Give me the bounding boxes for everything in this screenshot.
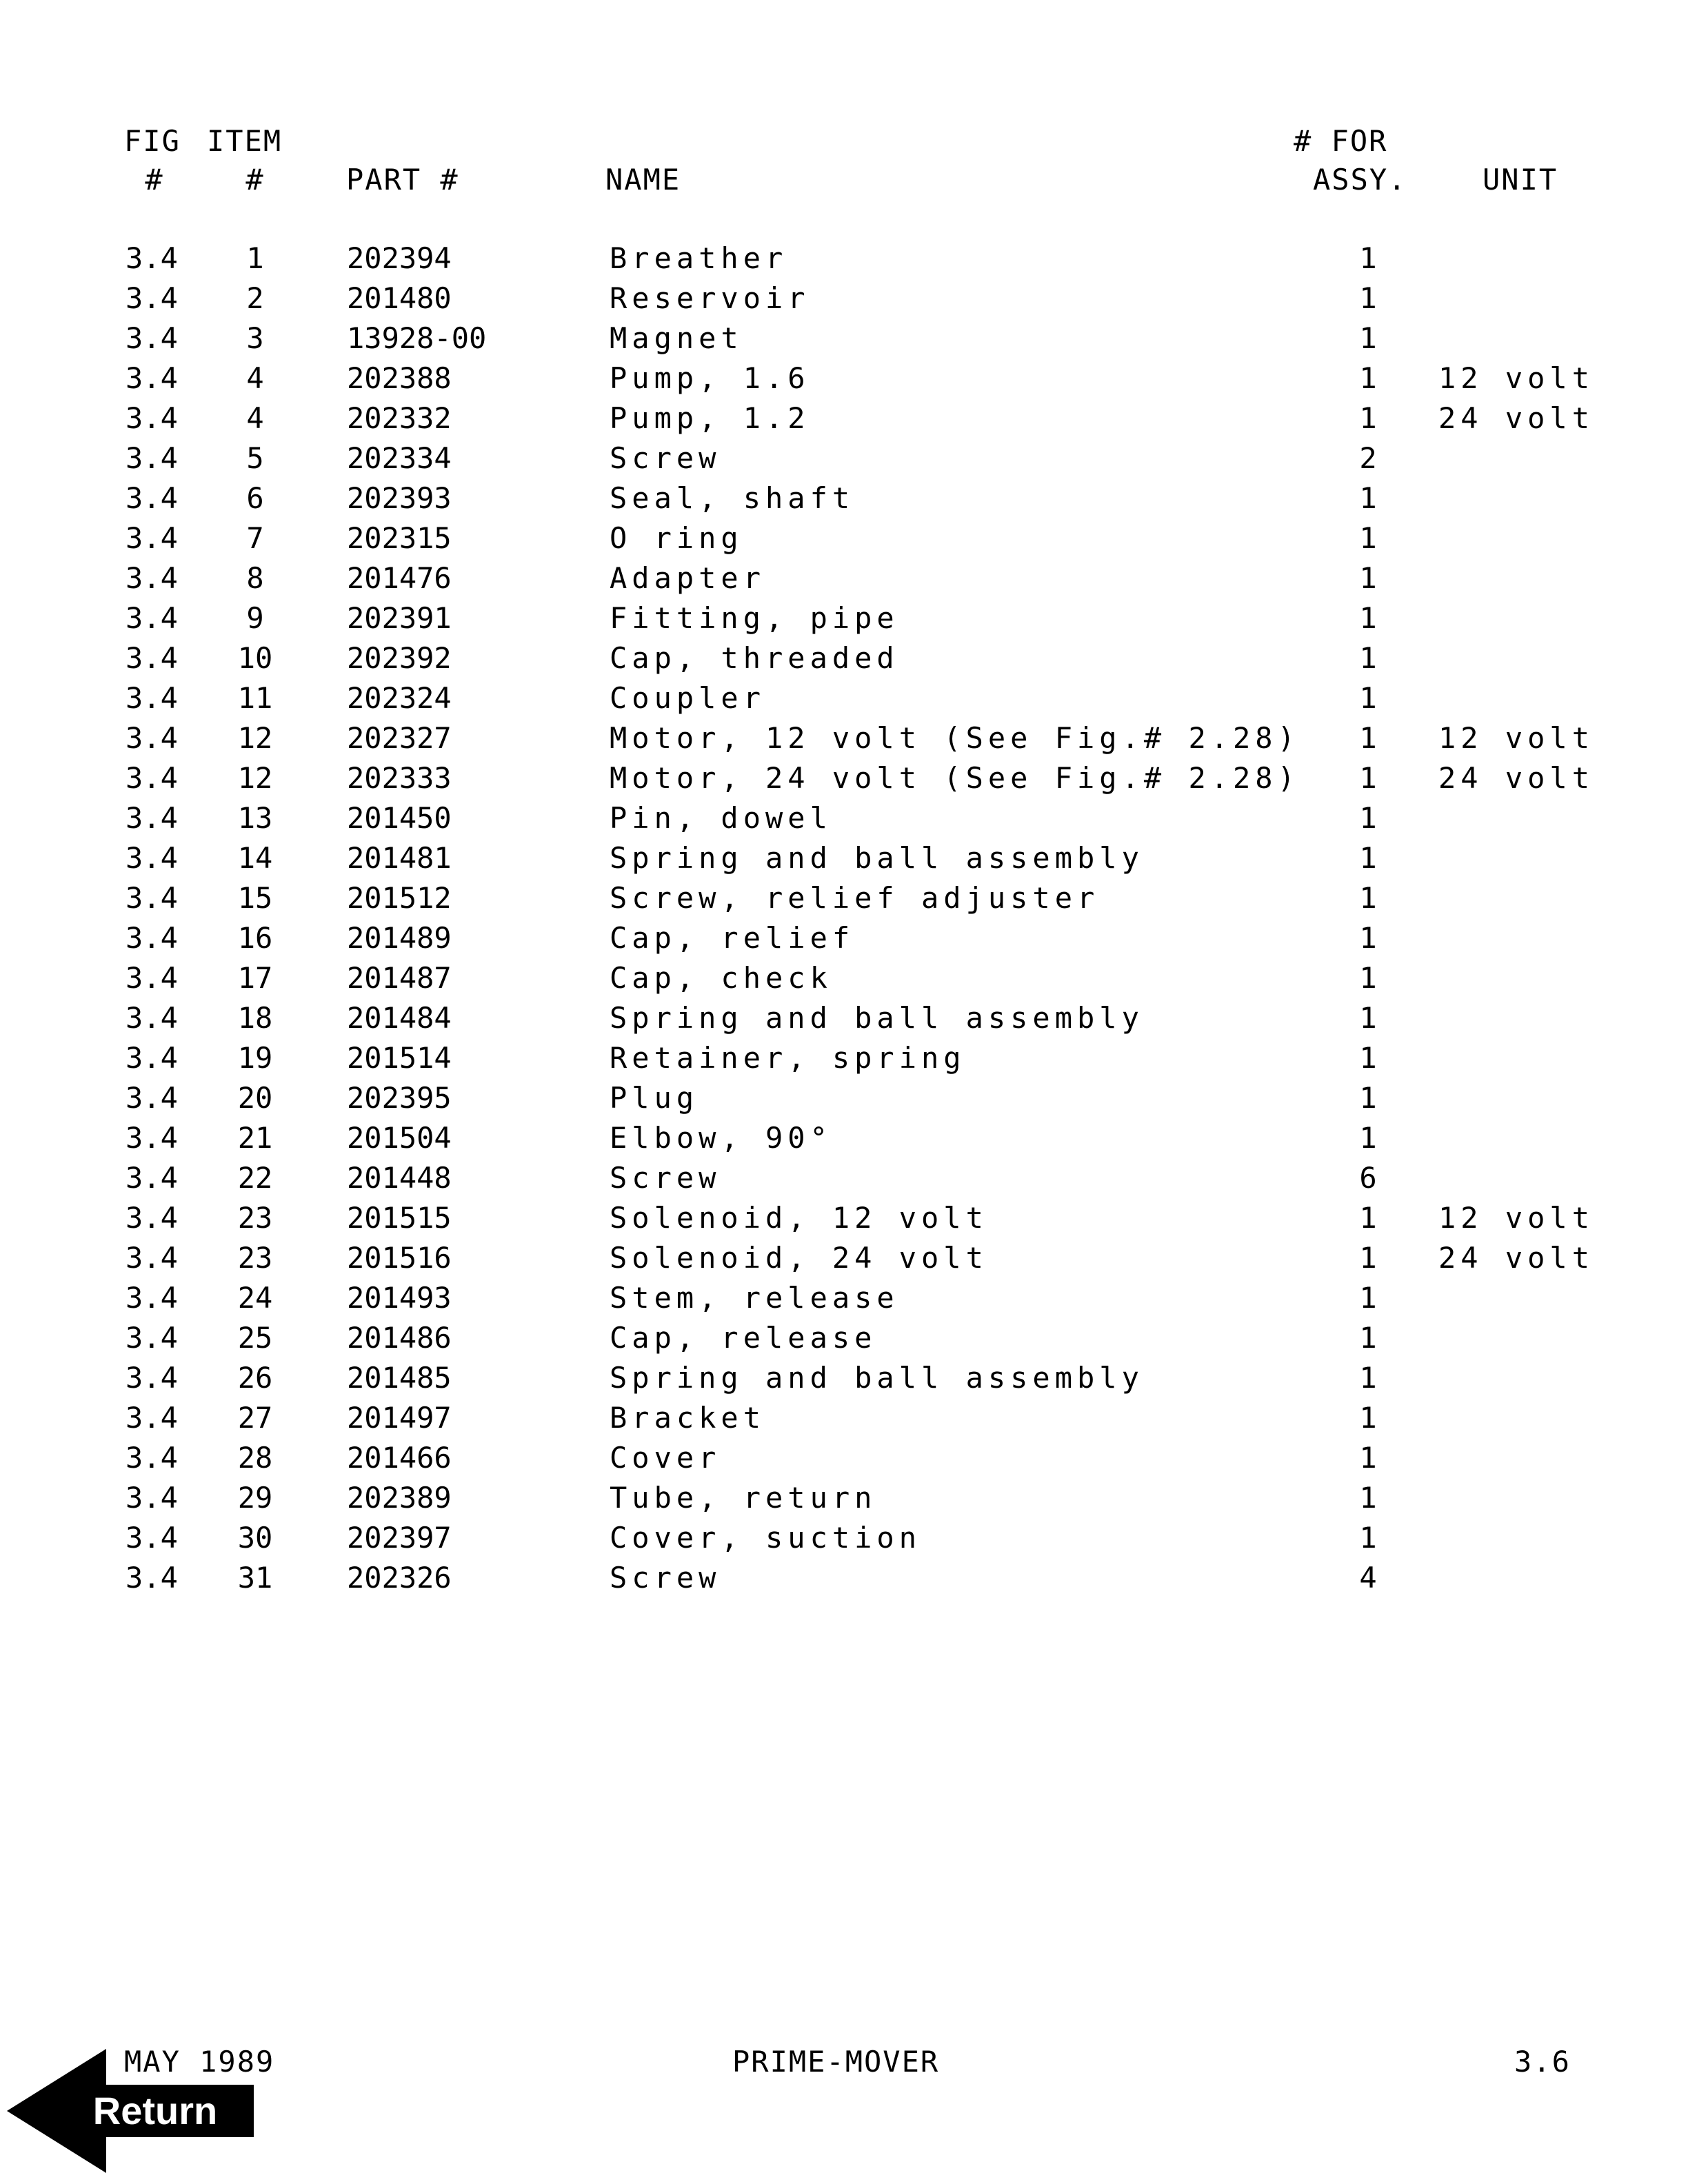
- cell-fig: 3.4: [125, 1401, 178, 1435]
- cell-part-number: 202332: [347, 401, 452, 435]
- cell-name: Seal, shaft: [610, 481, 855, 515]
- table-row: [0, 558, 1688, 598]
- cell-part-number: 201476: [347, 561, 452, 595]
- cell-item: 13: [237, 801, 273, 835]
- cell-fig: 3.4: [125, 401, 178, 435]
- cell-name: Pin, dowel: [610, 801, 832, 835]
- cell-part-number: 201515: [347, 1201, 452, 1235]
- table-row: [0, 678, 1688, 718]
- cell-fig: 3.4: [125, 321, 178, 355]
- cell-part-number: 13928-00: [347, 321, 487, 355]
- table-row: [0, 279, 1688, 318]
- header-fig-line1: FIG: [124, 124, 181, 158]
- cell-item: 23: [237, 1241, 273, 1275]
- cell-name: Stem, release: [610, 1281, 899, 1315]
- table-row: [0, 838, 1688, 878]
- cell-qty: 2: [1359, 441, 1377, 475]
- table-row: [0, 318, 1688, 358]
- cell-part-number: 202388: [347, 361, 452, 395]
- table-row: [0, 998, 1688, 1038]
- cell-item: 10: [237, 641, 273, 675]
- cell-fig: 3.4: [125, 1001, 178, 1035]
- cell-part-number: 202324: [347, 681, 452, 715]
- cell-item: 7: [246, 521, 264, 555]
- cell-fig: 3.4: [125, 1041, 178, 1075]
- cell-item: 8: [246, 561, 264, 595]
- table-row: [0, 638, 1688, 678]
- cell-unit: 24 volt: [1438, 761, 1595, 795]
- cell-fig: 3.4: [125, 1201, 178, 1235]
- cell-name: Fitting, pipe: [610, 601, 899, 635]
- table-row: [0, 1478, 1688, 1518]
- cell-qty: 1: [1359, 561, 1377, 595]
- cell-name: Screw: [610, 1161, 721, 1195]
- cell-fig: 3.4: [125, 1321, 178, 1355]
- cell-part-number: 201484: [347, 1001, 452, 1035]
- cell-fig: 3.4: [125, 921, 178, 955]
- cell-item: 28: [237, 1441, 273, 1475]
- cell-name: Plug: [610, 1081, 699, 1115]
- cell-item: 17: [237, 961, 273, 995]
- cell-item: 6: [246, 481, 264, 515]
- cell-fig: 3.4: [125, 1161, 178, 1195]
- cell-name: Retainer, spring: [610, 1041, 966, 1075]
- cell-qty: 1: [1359, 1441, 1377, 1475]
- cell-unit: 24 volt: [1438, 1241, 1595, 1275]
- cell-part-number: 201504: [347, 1121, 452, 1155]
- cell-fig: 3.4: [125, 1281, 178, 1315]
- cell-qty: 1: [1359, 841, 1377, 875]
- cell-fig: 3.4: [125, 601, 178, 635]
- cell-fig: 3.4: [125, 1441, 178, 1475]
- cell-fig: 3.4: [125, 1521, 178, 1555]
- cell-unit: 12 volt: [1438, 1201, 1595, 1235]
- header-qty-line1: # FOR: [1294, 124, 1388, 158]
- cell-name: Cap, check: [610, 961, 832, 995]
- cell-qty: 1: [1359, 641, 1377, 675]
- header-unit: UNIT: [1483, 163, 1558, 196]
- cell-qty: 1: [1359, 601, 1377, 635]
- cell-qty: 1: [1359, 801, 1377, 835]
- cell-fig: 3.4: [125, 1081, 178, 1115]
- table-row: [0, 1518, 1688, 1558]
- cell-name: Screw: [610, 441, 721, 475]
- cell-part-number: 202391: [347, 601, 452, 635]
- cell-part-number: 202394: [347, 241, 452, 275]
- cell-qty: 1: [1359, 1241, 1377, 1275]
- cell-fig: 3.4: [125, 241, 178, 275]
- cell-part-number: 202334: [347, 441, 452, 475]
- table-row: [0, 398, 1688, 438]
- cell-qty: 1: [1359, 961, 1377, 995]
- cell-item: 14: [237, 841, 273, 875]
- cell-item: 25: [237, 1321, 273, 1355]
- table-row: [0, 1558, 1688, 1598]
- cell-item: 1: [246, 241, 264, 275]
- cell-item: 27: [237, 1401, 273, 1435]
- table-row: [0, 1358, 1688, 1398]
- cell-part-number: 202393: [347, 481, 452, 515]
- footer-date: MAY 1989: [124, 2045, 275, 2079]
- footer-title: PRIME-MOVER: [732, 2045, 940, 2079]
- cell-name: Reservoir: [610, 281, 810, 315]
- cell-fig: 3.4: [125, 1561, 178, 1595]
- cell-qty: 1: [1359, 401, 1377, 435]
- cell-name: Cover, suction: [610, 1521, 922, 1555]
- table-row: [0, 598, 1688, 638]
- cell-name: Tube, return: [610, 1481, 877, 1515]
- cell-item: 11: [237, 681, 273, 715]
- cell-item: 31: [237, 1561, 273, 1595]
- cell-fig: 3.4: [125, 721, 178, 755]
- cell-fig: 3.4: [125, 1361, 178, 1395]
- cell-fig: 3.4: [125, 761, 178, 795]
- cell-fig: 3.4: [125, 641, 178, 675]
- table-row: [0, 798, 1688, 838]
- table-row: [0, 438, 1688, 478]
- table-row: [0, 758, 1688, 798]
- cell-qty: 1: [1359, 1521, 1377, 1555]
- cell-qty: 1: [1359, 361, 1377, 395]
- cell-item: 3: [246, 321, 264, 355]
- return-button[interactable]: [7, 2049, 255, 2173]
- table-row: [0, 958, 1688, 998]
- table-row: [0, 1238, 1688, 1278]
- header-name: NAME: [605, 163, 681, 196]
- cell-qty: 1: [1359, 1001, 1377, 1035]
- table-row: [0, 1438, 1688, 1478]
- cell-qty: 1: [1359, 1281, 1377, 1315]
- footer-page-number: 3.6: [1514, 2045, 1571, 2079]
- cell-part-number: 201514: [347, 1041, 452, 1075]
- cell-qty: 1: [1359, 1321, 1377, 1355]
- cell-qty: 1: [1359, 241, 1377, 275]
- cell-name: Breather: [610, 241, 788, 275]
- cell-item: 24: [237, 1281, 273, 1315]
- cell-qty: 1: [1359, 1401, 1377, 1435]
- table-row: [0, 1198, 1688, 1238]
- cell-part-number: 202327: [347, 721, 452, 755]
- cell-qty: 1: [1359, 1041, 1377, 1075]
- table-row: [0, 518, 1688, 558]
- header-part-number: PART #: [346, 163, 459, 196]
- table-row: [0, 358, 1688, 398]
- cell-name: Pump, 1.6: [610, 361, 810, 395]
- cell-fig: 3.4: [125, 361, 178, 395]
- cell-item: 4: [246, 361, 264, 395]
- cell-name: Cap, release: [610, 1321, 877, 1355]
- cell-qty: 1: [1359, 881, 1377, 915]
- cell-part-number: 201516: [347, 1241, 452, 1275]
- cell-item: 9: [246, 601, 264, 635]
- cell-part-number: 201489: [347, 921, 452, 955]
- cell-qty: 1: [1359, 281, 1377, 315]
- cell-qty: 6: [1359, 1161, 1377, 1195]
- header-qty-line2: ASSY.: [1313, 163, 1407, 196]
- table-row: [0, 1398, 1688, 1438]
- cell-part-number: 202392: [347, 641, 452, 675]
- cell-qty: 1: [1359, 1481, 1377, 1515]
- cell-qty: 1: [1359, 1081, 1377, 1115]
- cell-qty: 1: [1359, 481, 1377, 515]
- cell-unit: 12 volt: [1438, 721, 1595, 755]
- cell-item: 5: [246, 441, 264, 475]
- cell-name: Elbow, 90°: [610, 1121, 832, 1155]
- cell-item: 15: [237, 881, 273, 915]
- cell-item: 19: [237, 1041, 273, 1075]
- cell-part-number: 201497: [347, 1401, 452, 1435]
- table-row: [0, 1038, 1688, 1078]
- table-row: [0, 1278, 1688, 1318]
- cell-qty: 1: [1359, 1361, 1377, 1395]
- cell-name: Motor, 24 volt (See Fig.# 2.28): [610, 761, 1300, 795]
- cell-qty: 1: [1359, 681, 1377, 715]
- cell-fig: 3.4: [125, 961, 178, 995]
- cell-fig: 3.4: [125, 1121, 178, 1155]
- cell-fig: 3.4: [125, 441, 178, 475]
- header-item-line1: ITEM: [207, 124, 283, 158]
- cell-fig: 3.4: [125, 681, 178, 715]
- cell-name: Cap, threaded: [610, 641, 899, 675]
- cell-item: 22: [237, 1161, 273, 1195]
- cell-part-number: 202315: [347, 521, 452, 555]
- cell-name: Motor, 12 volt (See Fig.# 2.28): [610, 721, 1300, 755]
- cell-fig: 3.4: [125, 801, 178, 835]
- cell-name: Adapter: [610, 561, 766, 595]
- cell-item: 26: [237, 1361, 273, 1395]
- cell-name: Solenoid, 24 volt: [610, 1241, 988, 1275]
- cell-part-number: 201486: [347, 1321, 452, 1355]
- cell-fig: 3.4: [125, 561, 178, 595]
- header-fig-line2: #: [145, 163, 164, 196]
- cell-item: 16: [237, 921, 273, 955]
- cell-qty: 1: [1359, 921, 1377, 955]
- cell-part-number: 201466: [347, 1441, 452, 1475]
- cell-part-number: 201485: [347, 1361, 452, 1395]
- cell-item: 2: [246, 281, 264, 315]
- cell-name: Coupler: [610, 681, 766, 715]
- cell-qty: 1: [1359, 321, 1377, 355]
- cell-name: Pump, 1.2: [610, 401, 810, 435]
- return-label: Return: [92, 2089, 218, 2132]
- cell-item: 21: [237, 1121, 273, 1155]
- cell-name: Screw: [610, 1561, 721, 1595]
- table-row: [0, 478, 1688, 518]
- cell-qty: 1: [1359, 1121, 1377, 1155]
- table-row: [0, 1158, 1688, 1198]
- cell-part-number: 201448: [347, 1161, 452, 1195]
- cell-part-number: 201480: [347, 281, 452, 315]
- cell-qty: 1: [1359, 761, 1377, 795]
- cell-item: 12: [237, 721, 273, 755]
- cell-item: 20: [237, 1081, 273, 1115]
- cell-item: 4: [246, 401, 264, 435]
- cell-fig: 3.4: [125, 1481, 178, 1515]
- cell-part-number: 201493: [347, 1281, 452, 1315]
- cell-part-number: 202389: [347, 1481, 452, 1515]
- cell-part-number: 201481: [347, 841, 452, 875]
- cell-name: Bracket: [610, 1401, 766, 1435]
- cell-name: Cover: [610, 1441, 721, 1475]
- cell-qty: 1: [1359, 1201, 1377, 1235]
- table-row: [0, 239, 1688, 279]
- cell-part-number: 201487: [347, 961, 452, 995]
- cell-item: 18: [237, 1001, 273, 1035]
- table-row: [0, 1078, 1688, 1118]
- cell-item: 12: [237, 761, 273, 795]
- cell-fig: 3.4: [125, 281, 178, 315]
- cell-part-number: 202326: [347, 1561, 452, 1595]
- table-row: [0, 1318, 1688, 1358]
- cell-item: 30: [237, 1521, 273, 1555]
- cell-item: 23: [237, 1201, 273, 1235]
- cell-part-number: 201450: [347, 801, 452, 835]
- cell-name: Cap, relief: [610, 921, 855, 955]
- cell-qty: 1: [1359, 521, 1377, 555]
- cell-fig: 3.4: [125, 1241, 178, 1275]
- cell-unit: 24 volt: [1438, 401, 1595, 435]
- cell-name: O ring: [610, 521, 743, 555]
- cell-part-number: 202397: [347, 1521, 452, 1555]
- table-row: [0, 1118, 1688, 1158]
- cell-part-number: 202395: [347, 1081, 452, 1115]
- cell-name: Spring and ball assembly: [610, 1361, 1144, 1395]
- table-row: [0, 878, 1688, 918]
- cell-part-number: 202333: [347, 761, 452, 795]
- cell-fig: 3.4: [125, 841, 178, 875]
- cell-fig: 3.4: [125, 881, 178, 915]
- cell-name: Screw, relief adjuster: [610, 881, 1100, 915]
- cell-item: 29: [237, 1481, 273, 1515]
- cell-qty: 1: [1359, 721, 1377, 755]
- cell-name: Solenoid, 12 volt: [610, 1201, 988, 1235]
- cell-name: Spring and ball assembly: [610, 841, 1144, 875]
- cell-qty: 4: [1359, 1561, 1377, 1595]
- cell-unit: 12 volt: [1438, 361, 1595, 395]
- header-item-line2: #: [245, 163, 265, 196]
- cell-part-number: 201512: [347, 881, 452, 915]
- cell-fig: 3.4: [125, 521, 178, 555]
- cell-name: Magnet: [610, 321, 743, 355]
- cell-fig: 3.4: [125, 481, 178, 515]
- table-row: [0, 918, 1688, 958]
- parts-table: [0, 239, 1688, 1598]
- table-row: [0, 718, 1688, 758]
- cell-name: Spring and ball assembly: [610, 1001, 1144, 1035]
